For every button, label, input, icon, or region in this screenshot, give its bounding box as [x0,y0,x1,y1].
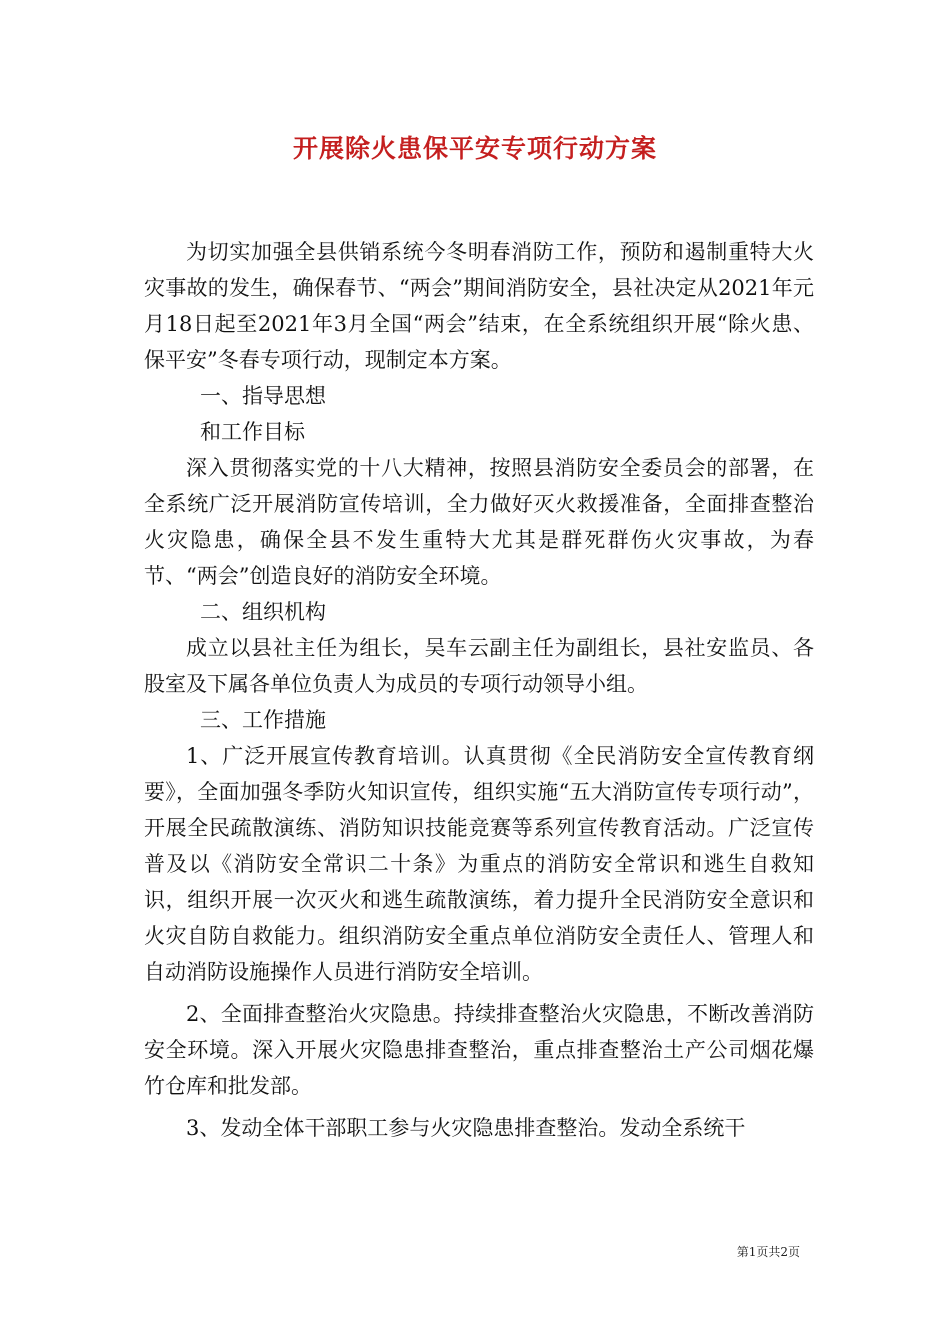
section-heading-organization: 二、组织机构 [200,600,326,624]
section-heading-measures: 三、工作措施 [200,708,326,732]
document-title: 开展除火患保平安专项行动方案 [292,134,657,163]
measure-paragraph-2: 2、全面排查整治火灾隐患。持续排查整治火灾隐患，不断改善消防安全环境。深入开展火灾隐患排查整治，重点排查整治土产公司烟花爆竹仓库和批发部。 [144,1002,814,1098]
document-body [144,234,814,1146]
guiding-paragraph: 深入贯彻落实党的十八大精神，按照县消防安全委员会的部署，在全系统广泛开展消防宣传培训，全力做好灭火救援准备，全面排查整治火灾隐患，确保全县不发生重特大尤其是群死群伤火灾事故，为春节、“两会”创造良好的消防安全环境。 [144,456,814,588]
section-heading-guiding-thought: 一、指导思想 [200,384,326,408]
intro-paragraph: 为切实加强全县供销系统今冬明春消防工作，预防和遏制重特大火灾事故的发生，确保春节、“两会”期间消防安全，县社决定从2021年元月18日起至2021年3月全国“两会”结束，在全系统组织开展“除火患、保平安”冬春专项行动，现制定本方案。 [144,240,814,372]
page-indicator: 第1页共2页 [736,1245,800,1259]
section-heading-work-goals: 和工作目标 [200,420,305,444]
measure-paragraph-1: 1、广泛开展宣传教育培训。认真贯彻《全民消防安全宣传教育纲要》，全面加强冬季防火知识宣传，组织实施“五大消防宣传专项行动”，开展全民疏散演练、消防知识技能竞赛等系列宣传教育活动。广泛宣传普及以《消防安全常识二十条》为重点的消防安全常识和逃生自救知识，组织开展一次灭火和逃生疏散演练，着力提升全民消防安全意识和火灾自防自救能力。组织消防安全重点单位消防安全责任人、管理人和自动消防设施操作人员进行消防安全培训。 [144,744,814,984]
measure-paragraph-3: 3、发动全体干部职工参与火灾隐患排查整治。发动全系统干 [186,1116,746,1140]
organization-paragraph: 成立以县社主任为组长，吴车云副主任为副组长，县社安监员、各股室及下属各单位负责人为成员的专项行动领导小组。 [144,636,814,696]
